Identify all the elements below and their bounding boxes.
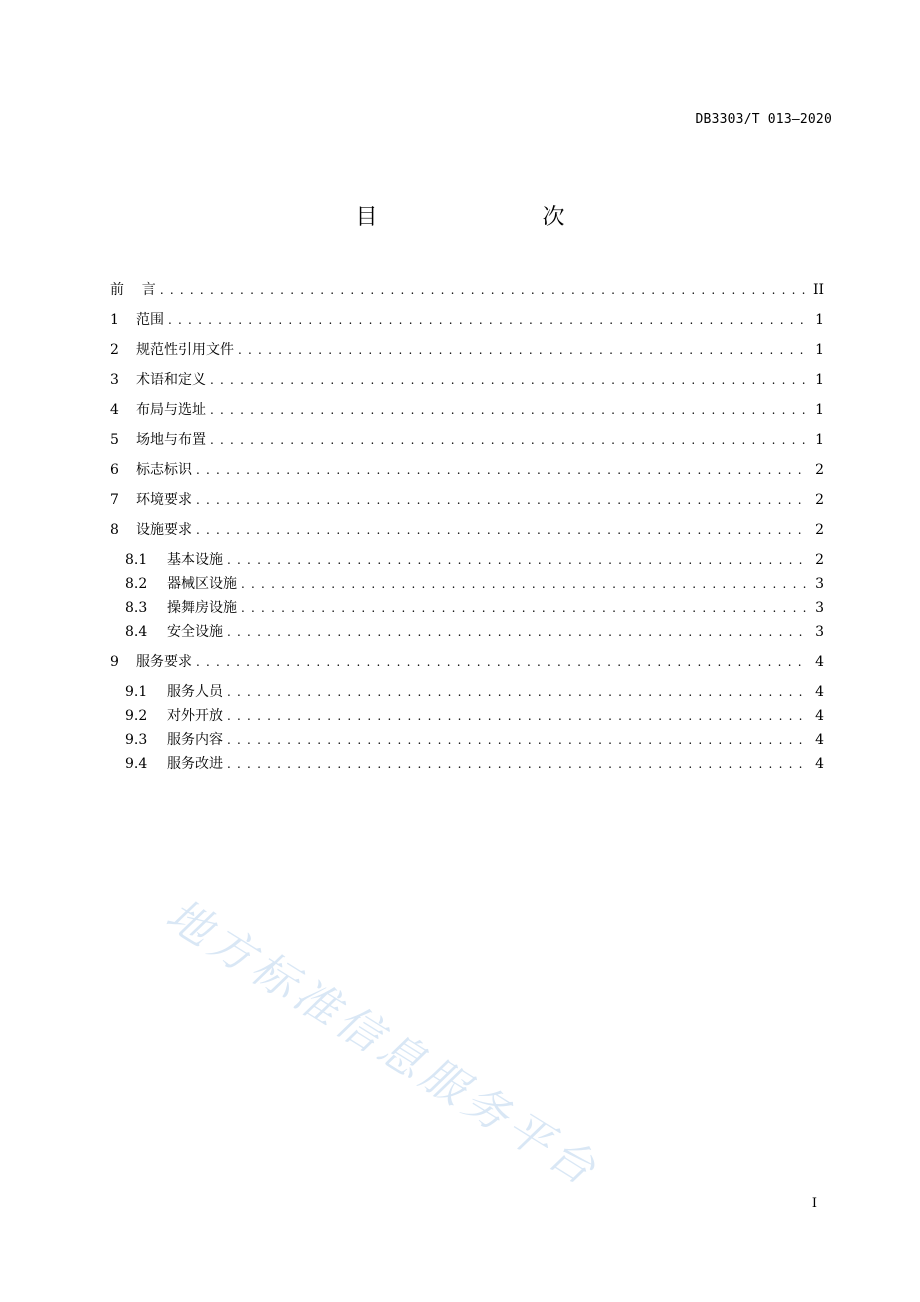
toc-entry-number: 8.4: [125, 624, 148, 640]
toc-entry-label: 布局与选址: [136, 402, 206, 418]
toc-entry-label: 基本设施: [167, 552, 223, 568]
toc-entry-label: 服务改进: [167, 756, 223, 772]
toc-dot-leader: [227, 550, 808, 570]
toc-entry-page: 4: [815, 756, 824, 772]
toc-entry-page: 1: [815, 342, 824, 358]
toc-dot-leader: [196, 652, 808, 672]
toc-entry-number: 6: [110, 462, 119, 478]
toc-entry[interactable]: [125, 574, 824, 594]
toc-entry-page: II: [812, 282, 824, 298]
toc-entry-label: 安全设施: [167, 624, 223, 640]
toc-entry-page: 2: [815, 462, 824, 478]
watermark: 地方标准信息服务平台: [157, 889, 609, 1198]
toc-entry[interactable]: [125, 682, 824, 702]
toc-entry[interactable]: [125, 706, 824, 726]
toc-entry[interactable]: [110, 280, 824, 300]
toc-dot-leader: [227, 754, 808, 774]
document-code: DB3303/T 013—2020: [695, 112, 832, 127]
toc-entry-number: 1: [110, 312, 119, 328]
toc-entry-label: 器械区设施: [167, 576, 237, 592]
toc-entry-page: 3: [815, 624, 824, 640]
toc-entry[interactable]: [125, 754, 824, 774]
toc-entry[interactable]: [125, 730, 824, 750]
toc-dot-leader: [168, 310, 808, 330]
toc-entry-page: 3: [815, 600, 824, 616]
toc-entry[interactable]: [110, 310, 824, 330]
toc-entry[interactable]: [125, 622, 824, 642]
toc-entry-label: 术语和定义: [136, 372, 206, 388]
toc-entry-page: 2: [815, 552, 824, 568]
toc-entry-page: 4: [815, 684, 824, 700]
toc-entry-number: 8: [110, 522, 119, 538]
toc-dot-leader: [196, 460, 808, 480]
toc-dot-leader: [210, 430, 808, 450]
toc-entry-number: 7: [110, 492, 119, 508]
toc-dot-leader: [227, 682, 808, 702]
toc-entry-page: 4: [815, 654, 824, 670]
toc-entry-label: 设施要求: [136, 522, 192, 538]
toc-dot-leader: [227, 622, 808, 642]
toc-entry[interactable]: [110, 520, 824, 540]
toc-entry-number: 4: [110, 402, 119, 418]
toc-entry-number: 5: [110, 432, 119, 448]
toc-entry-page: 1: [815, 312, 824, 328]
toc-entry-label: 服务人员: [167, 684, 223, 700]
toc-entry[interactable]: [110, 430, 824, 450]
toc-entry-label: 服务要求: [136, 654, 192, 670]
toc-dot-leader: [196, 490, 808, 510]
toc-dot-leader: [196, 520, 808, 540]
toc-entry-page: 3: [815, 576, 824, 592]
toc-entry-label: 规范性引用文件: [136, 342, 234, 358]
toc-entry-label: 对外开放: [167, 708, 223, 724]
toc-entry[interactable]: [110, 400, 824, 420]
toc-dot-leader: [210, 370, 808, 390]
toc-entry-label: 服务内容: [167, 732, 223, 748]
toc-dot-leader: [160, 280, 807, 300]
toc-entry-number: 9: [110, 654, 119, 670]
toc-entry-label: 前 言: [110, 282, 156, 298]
toc-dot-leader: [241, 574, 808, 594]
toc-entry-page: 2: [815, 492, 824, 508]
toc-entry-number: 8.3: [125, 600, 148, 616]
toc-entry-page: 1: [815, 402, 824, 418]
toc-entry-number: 9.2: [125, 708, 148, 724]
page-title: 目 次: [355, 205, 601, 230]
toc-entry-label: 范围: [136, 312, 164, 328]
toc-entry-label: 标志标识: [136, 462, 192, 478]
toc-dot-leader: [241, 598, 808, 618]
toc-entry[interactable]: [125, 598, 824, 618]
toc-entry-number: 2: [110, 342, 119, 358]
toc-entry-label: 操舞房设施: [167, 600, 237, 616]
toc-dot-leader: [210, 400, 808, 420]
toc-entry-page: 1: [815, 372, 824, 388]
toc-entry[interactable]: [110, 490, 824, 510]
footer-page-number: I: [811, 1196, 817, 1211]
toc-entry[interactable]: [110, 370, 824, 390]
toc-dot-leader: [227, 706, 808, 726]
toc-entry-label: 场地与布置: [136, 432, 206, 448]
toc-entry-number: 8.2: [125, 576, 148, 592]
toc-entry-page: 4: [815, 732, 824, 748]
toc-entry[interactable]: [125, 550, 824, 570]
toc-entry[interactable]: [110, 460, 824, 480]
toc-entry[interactable]: [110, 340, 824, 360]
toc-entry-number: 9.3: [125, 732, 148, 748]
toc-dot-leader: [227, 730, 808, 750]
toc-dot-leader: [238, 340, 808, 360]
toc-entry-page: 1: [815, 432, 824, 448]
toc-entry[interactable]: [110, 652, 824, 672]
toc-entry-page: 2: [815, 522, 824, 538]
toc-entry-page: 4: [815, 708, 824, 724]
toc-entry-number: 8.1: [125, 552, 148, 568]
toc-entry-number: 3: [110, 372, 119, 388]
toc-entry-label: 环境要求: [136, 492, 192, 508]
toc-entry-number: 9.1: [125, 684, 148, 700]
toc-entry-number: 9.4: [125, 756, 148, 772]
